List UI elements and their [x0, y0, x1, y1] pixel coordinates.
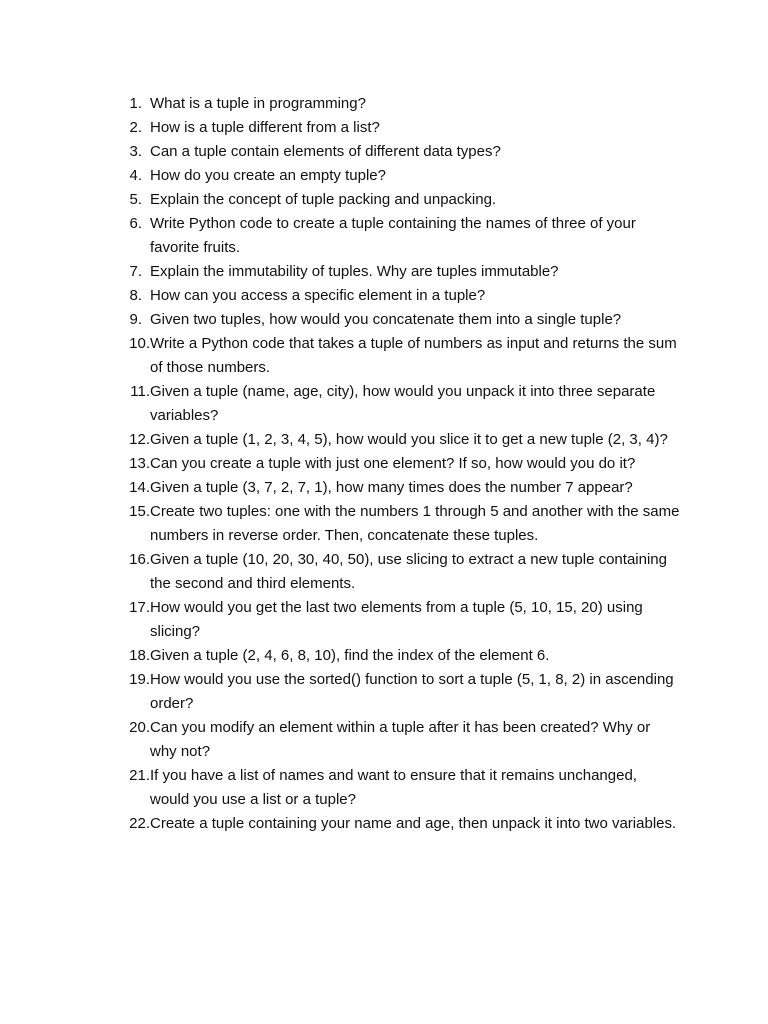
item-text: How would you get the last two elements from a tuple (5, 10, 15, 20) using slicing?	[150, 599, 643, 640]
list-item	[0, 548, 768, 596]
item-text: Given a tuple (10, 20, 30, 40, 50), use slicing to extract a new tuple containing the second and third elements.	[150, 551, 667, 592]
item-number: 18.	[129, 647, 150, 664]
item-text: How is a tuple different from a list?	[150, 119, 380, 136]
item-number: 10.	[129, 335, 150, 352]
list-item	[0, 596, 768, 644]
list-item	[0, 212, 768, 260]
list-item	[0, 476, 768, 500]
list-item	[0, 92, 768, 116]
list-item	[0, 428, 768, 452]
item-number: 14.	[129, 479, 150, 496]
list-item	[0, 332, 768, 380]
item-number: 7.	[129, 263, 142, 280]
list-item	[0, 164, 768, 188]
item-text: Write Python code to create a tuple containing the names of three of your favorite fruits.	[150, 215, 636, 256]
list-item	[0, 380, 768, 428]
item-number: 4.	[129, 167, 142, 184]
item-text: How do you create an empty tuple?	[150, 167, 386, 184]
item-text: Explain the concept of tuple packing and unpacking.	[150, 191, 497, 208]
item-number: 5.	[129, 191, 142, 208]
item-text: Given a tuple (name, age, city), how would you unpack it into three separate variables?	[150, 383, 656, 424]
list-item	[0, 116, 768, 140]
item-number: 21.	[129, 767, 150, 784]
list-item	[0, 812, 768, 836]
list-item	[0, 764, 768, 812]
list-item	[0, 452, 768, 476]
list-item	[0, 188, 768, 212]
list-item	[0, 644, 768, 668]
item-number: 17.	[129, 599, 150, 616]
list-item	[0, 140, 768, 164]
list-item	[0, 668, 768, 716]
item-number: 16.	[129, 551, 150, 568]
list-item	[0, 716, 768, 764]
item-text: Explain the immutability of tuples. Why are tuples immutable?	[150, 263, 559, 280]
item-text: Write a Python code that takes a tuple of numbers as input and returns the sum of those numbers.	[150, 335, 677, 376]
item-text: Create a tuple containing your name and age, then unpack it into two variables.	[150, 815, 677, 832]
item-number: 6.	[129, 215, 142, 232]
item-number: 13.	[129, 455, 150, 472]
item-number: 3.	[129, 143, 142, 160]
item-number: 2.	[129, 119, 142, 136]
item-number: 9.	[129, 311, 142, 328]
item-text: If you have a list of names and want to ensure that it remains unchanged, would you use a list or a tuple?	[150, 767, 637, 808]
item-text: Can you modify an element within a tuple after it has been created? Why or why not?	[150, 719, 651, 760]
item-text: Can a tuple contain elements of different data types?	[150, 143, 501, 160]
item-number: 19.	[129, 671, 150, 688]
item-number: 11.	[130, 383, 150, 400]
item-number: 8.	[129, 287, 142, 304]
item-text: Given a tuple (1, 2, 3, 4, 5), how would you slice it to get a new tuple (2, 3, 4)?	[150, 431, 668, 448]
item-text: What is a tuple in programming?	[150, 95, 366, 112]
list-item	[0, 308, 768, 332]
item-number: 22.	[129, 815, 150, 832]
question-list	[0, 92, 768, 836]
item-number: 1.	[129, 95, 142, 112]
list-item	[0, 284, 768, 308]
list-item	[0, 500, 768, 548]
item-number: 20.	[129, 719, 150, 736]
item-text: Given two tuples, how would you concatenate them into a single tuple?	[150, 311, 622, 328]
item-number: 15.	[129, 503, 150, 520]
item-number: 12.	[129, 431, 150, 448]
item-text: Given a tuple (3, 7, 2, 7, 1), how many times does the number 7 appear?	[150, 479, 633, 496]
item-text: Create two tuples: one with the numbers 1 through 5 and another with the same numbers in reverse order. Then, concatenate these tuples.	[150, 503, 680, 544]
item-text: Given a tuple (2, 4, 6, 8, 10), find the index of the element 6.	[150, 647, 550, 664]
item-text: How can you access a specific element in a tuple?	[150, 287, 486, 304]
list-item	[0, 260, 768, 284]
item-text: How would you use the sorted() function to sort a tuple (5, 1, 8, 2) in ascending order?	[150, 671, 674, 712]
item-text: Can you create a tuple with just one element? If so, how would you do it?	[150, 455, 636, 472]
